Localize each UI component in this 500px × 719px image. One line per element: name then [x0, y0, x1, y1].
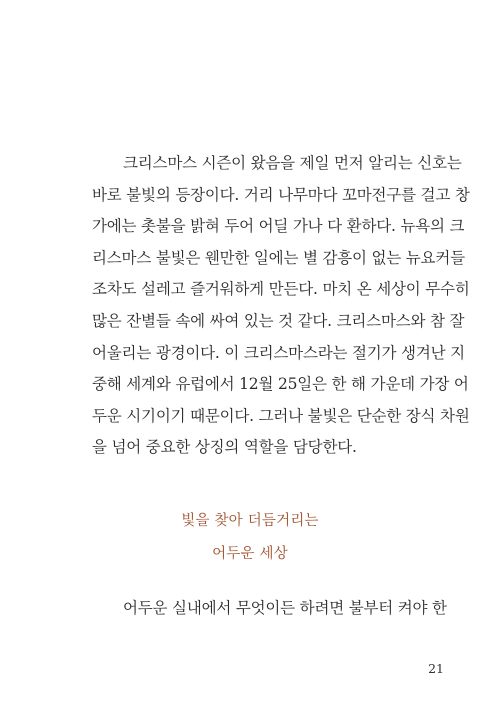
page-number: 21 — [428, 661, 444, 676]
paragraph-line: 중해 세계와 유럽에서 12월 25일은 한 해 가운데 가장 어 — [92, 375, 469, 394]
section-heading-line1: 빛을 찾아 더듬거리는 — [181, 513, 319, 529]
paragraph-line: 크리스마스 시즌이 왔음을 제일 먼저 알리는 신호는 — [123, 154, 462, 172]
body-paragraph — [92, 148, 470, 464]
paragraph-line: 리스마스 불빛은 웬만한 일에는 별 감흥이 없는 뉴요커들 — [92, 248, 465, 267]
paragraph-line: 어울리는 광경이다. 이 크리스마스라는 절기가 생겨난 지 — [92, 343, 465, 362]
paragraph-first-line: 어두운 실내에서 무엇이든 하려면 불부터 켜야 한 — [123, 599, 447, 617]
paragraph-line: 을 넘어 중요한 상징의 역할을 담당한다. — [92, 438, 357, 457]
section-heading-line2: 어두운 세상 — [212, 546, 288, 562]
paragraph-line: 많은 잔별들 속에 싸여 있는 것 같다. 크리스마스와 참 잘 — [92, 311, 465, 330]
paragraph-line: 가에는 촛불을 밝혀 두어 어딜 가나 다 환하다. 뉴욕의 크 — [92, 217, 465, 236]
paragraph-line: 바로 불빛의 등장이다. 거리 나무마다 꼬마전구를 걸고 창 — [92, 185, 470, 204]
paragraph-line: 두운 시기이기 때문이다. 그러나 불빛은 단순한 장식 차원 — [92, 406, 470, 425]
paragraph-line: 조차도 설레고 즐거워하게 만든다. 마치 온 세상이 무수히 — [92, 280, 470, 299]
